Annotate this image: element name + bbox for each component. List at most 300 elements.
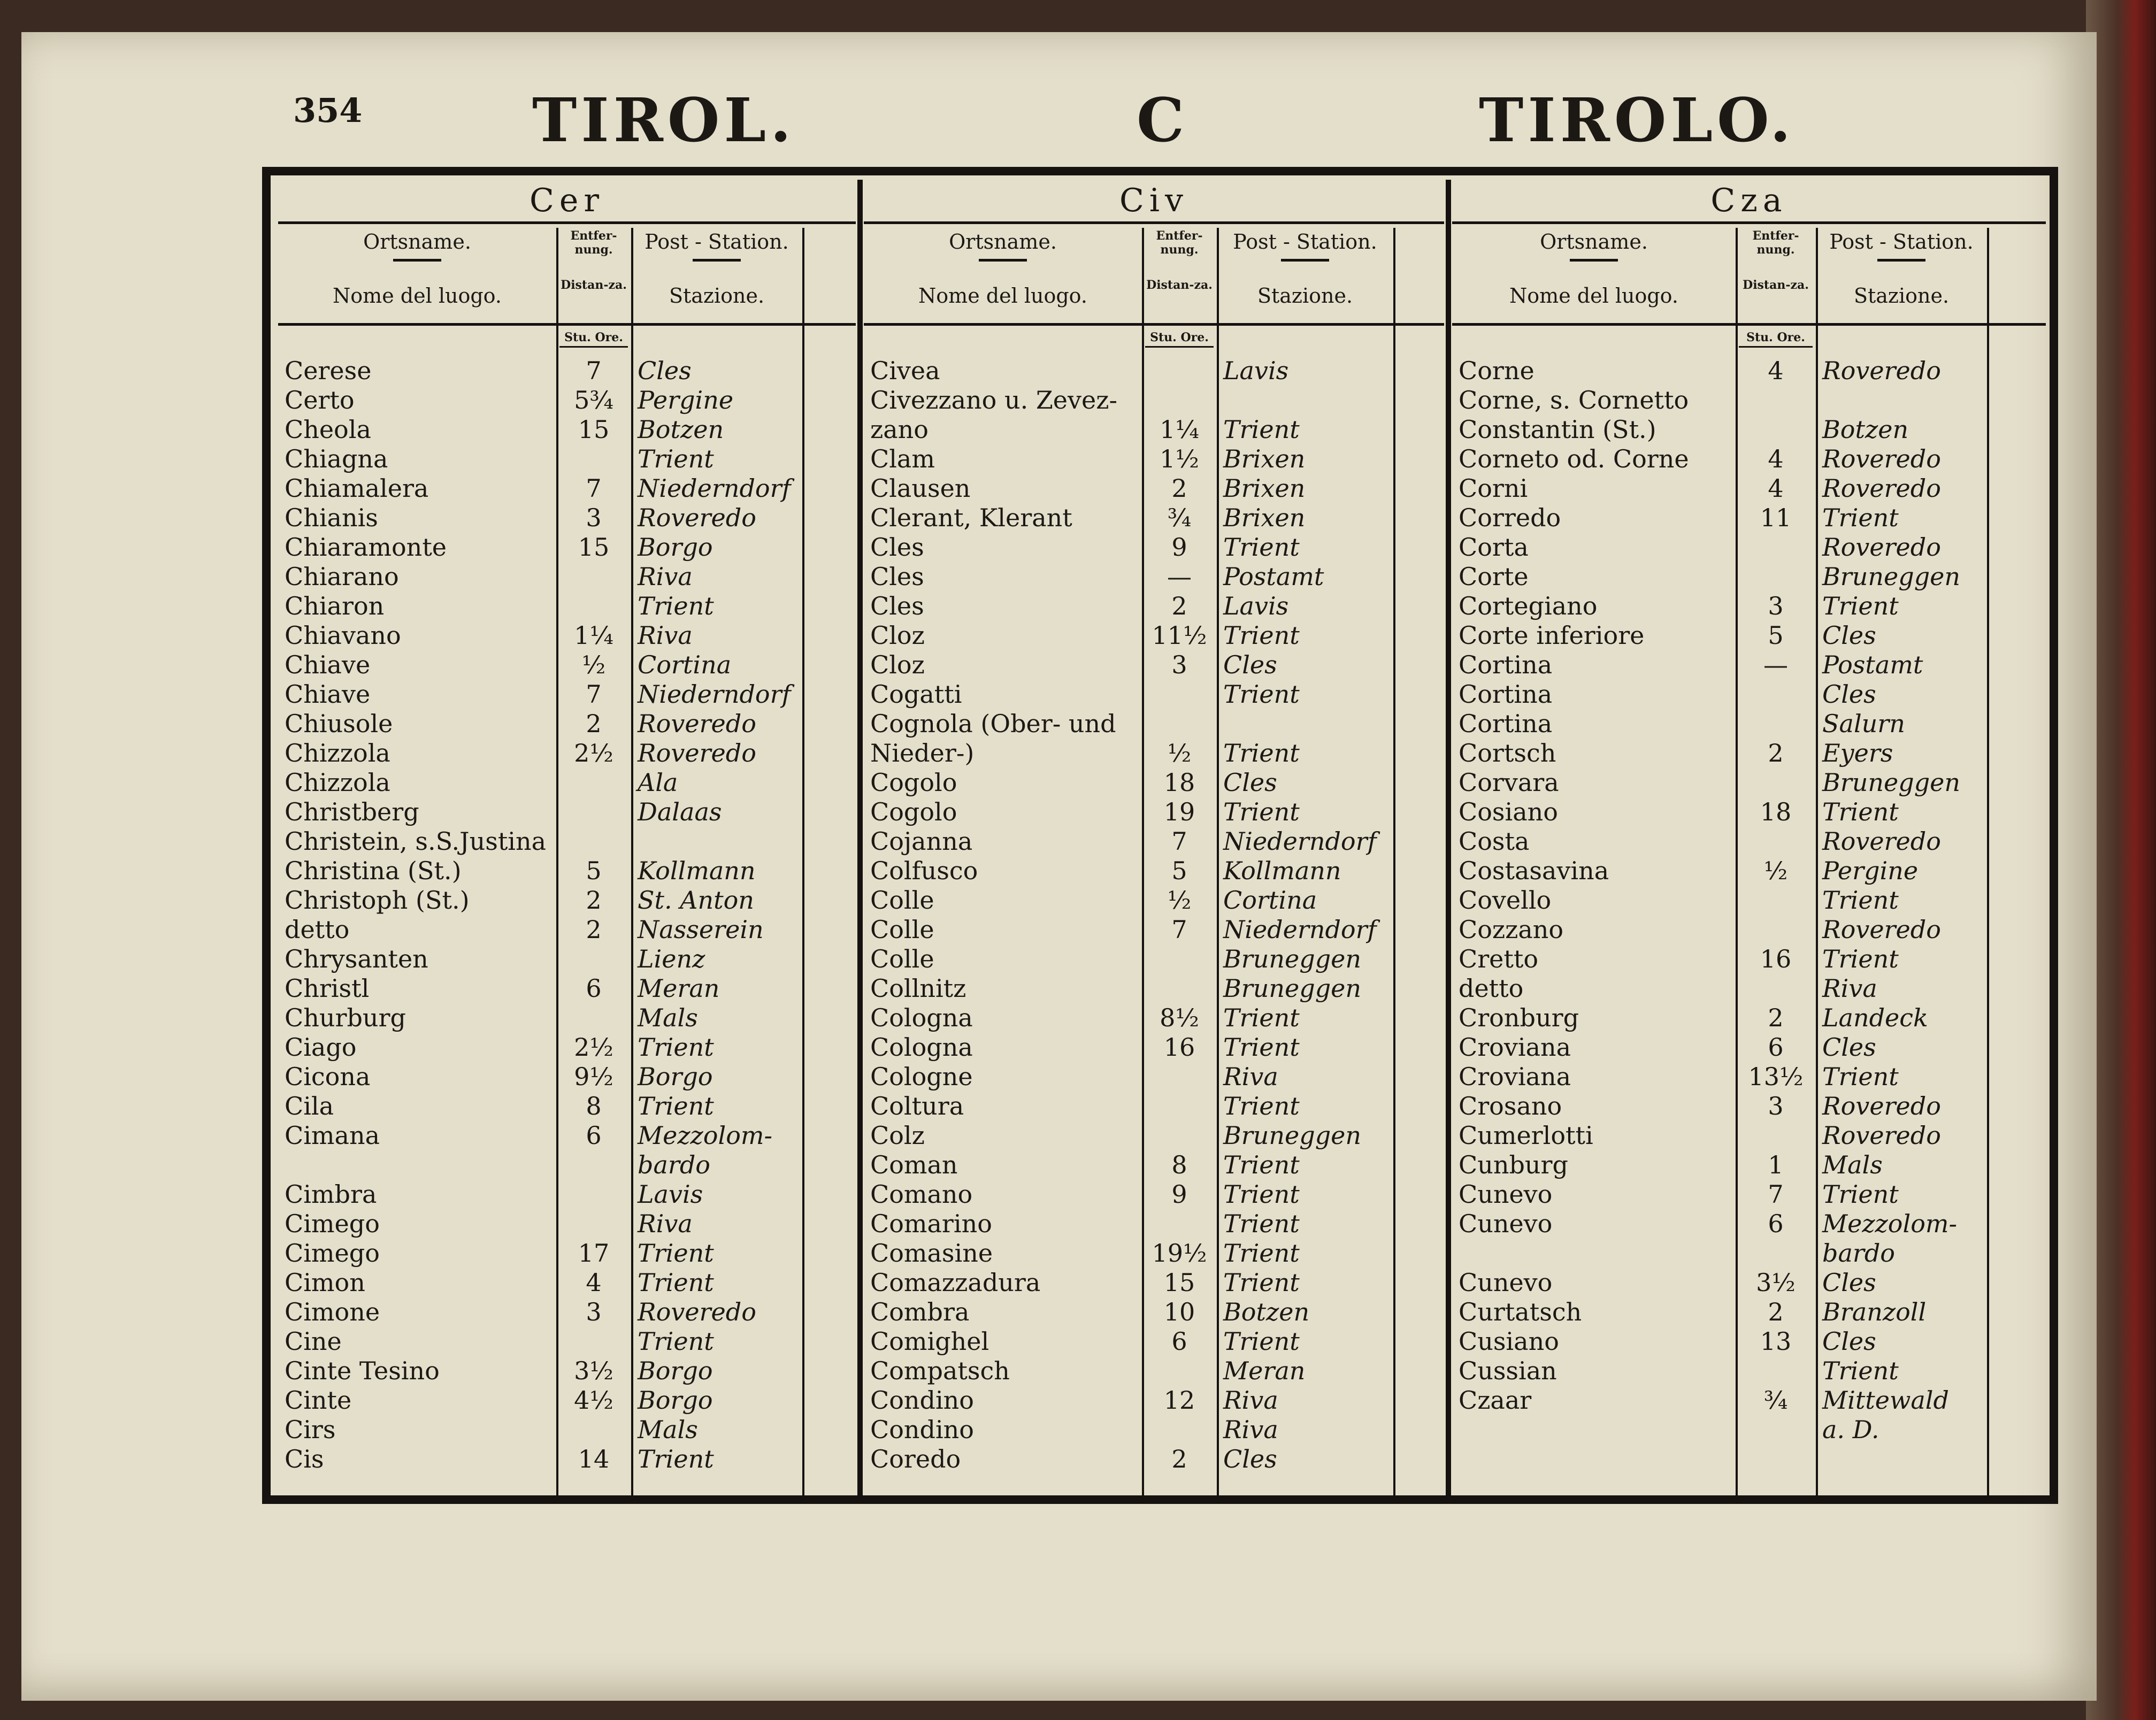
table-row: [864, 1033, 1444, 1062]
table-row: [864, 503, 1444, 533]
post-station: Riva: [638, 562, 693, 591]
place-name: Certo: [285, 386, 355, 414]
post-station: Nasserein: [638, 915, 764, 944]
table-row: [864, 1415, 1444, 1445]
distance-value: ¾: [1167, 503, 1192, 532]
table-row: [1452, 1209, 2046, 1239]
distance-value: 14: [578, 1445, 610, 1473]
post-station: Cles: [1223, 1445, 1277, 1473]
post-station: Trient: [638, 1445, 714, 1473]
distance-value: 15: [1163, 1268, 1195, 1297]
place-name: Chiagna: [285, 444, 388, 473]
table-row: [864, 856, 1444, 886]
place-name: Comasine: [870, 1239, 993, 1268]
place-name: Cerese: [285, 356, 372, 385]
distance-value: 2: [1768, 1297, 1784, 1326]
distance-value: 13: [1760, 1327, 1792, 1356]
place-name: Chiaramonte: [285, 533, 447, 562]
distance-value: 4: [586, 1268, 602, 1297]
post-station: Mals: [638, 1003, 698, 1032]
place-name: Cicona: [285, 1062, 371, 1091]
table-row: [1452, 1239, 2046, 1268]
table-row: [278, 1003, 856, 1033]
page-number: 354: [293, 91, 363, 130]
distance-value: 7: [1768, 1180, 1784, 1209]
post-station: Roveredo: [638, 709, 756, 738]
table-row: [864, 444, 1444, 474]
place-name: Coltura: [870, 1092, 964, 1120]
place-name: Cheola: [285, 415, 371, 444]
post-station: St. Anton: [638, 886, 754, 915]
place-name: Coredo: [870, 1445, 961, 1473]
distance-value: 9½: [574, 1062, 613, 1091]
post-station: Trient: [1223, 621, 1300, 650]
place-name: Combra: [870, 1297, 970, 1326]
post-station: Pergine: [638, 386, 734, 414]
table-row: [278, 1033, 856, 1062]
header-rule: [1452, 323, 2046, 326]
table-row: [278, 709, 856, 739]
place-name: Cis: [285, 1445, 324, 1473]
distance-value: 2½: [574, 1033, 613, 1062]
section-heading: Cer: [278, 180, 856, 224]
table-row: [864, 1445, 1444, 1474]
post-station: Lienz: [638, 945, 705, 973]
table-row: [1452, 562, 2046, 592]
column-header-distance: [556, 229, 631, 292]
table-row: [278, 1297, 856, 1327]
table-row: [1452, 856, 2046, 886]
table-row: [278, 1327, 856, 1356]
distance-value: 13½: [1748, 1062, 1804, 1091]
distance-value: 2: [586, 886, 602, 915]
post-station: Borgo: [638, 1356, 713, 1385]
table-row: [1452, 974, 2046, 1003]
distance-value: 19½: [1152, 1239, 1207, 1268]
post-station: Mals: [638, 1415, 698, 1444]
post-station: Bruneggen: [1822, 768, 1961, 797]
table-row: [1452, 621, 2046, 650]
place-name: Constantin (St.): [1459, 415, 1656, 444]
post-station: Lavis: [638, 1180, 703, 1209]
place-name: Corne, s. Cornetto: [1459, 386, 1689, 414]
column-header-distance: [1142, 229, 1217, 292]
place-name: zano: [870, 415, 929, 444]
post-station: Trient: [1822, 945, 1899, 973]
place-name: Cila: [285, 1092, 334, 1120]
column-header-post: [1217, 228, 1393, 310]
distance-value: 6: [1768, 1209, 1784, 1238]
post-station: Salurn: [1822, 709, 1905, 738]
distance-value: 19: [1163, 797, 1195, 826]
post-station: Lavis: [1223, 356, 1289, 385]
post-station: Landeck: [1822, 1003, 1928, 1032]
distance-value: 10: [1163, 1297, 1195, 1326]
section-heading: Cza: [1452, 180, 2046, 224]
place-name: Chiave: [285, 650, 371, 679]
post-station: Trient: [1822, 1062, 1899, 1091]
place-name: Colz: [870, 1121, 925, 1150]
column-header-name-it: Nome del luogo.: [333, 284, 502, 308]
post-station: Dalaas: [638, 797, 722, 826]
distance-value: 5: [586, 856, 602, 885]
table-row: [278, 945, 856, 974]
table-row: [278, 1209, 856, 1239]
column-header-name: [864, 228, 1142, 310]
table-row: [278, 592, 856, 621]
post-station: Botzen: [1822, 415, 1909, 444]
distance-value: 4: [1768, 356, 1784, 385]
column-header-post-de: Post - Station.: [1233, 230, 1377, 254]
post-station: Trient: [1223, 1209, 1300, 1238]
table-row: [864, 1121, 1444, 1150]
table-row: [1452, 827, 2046, 856]
place-name: Cles: [870, 562, 924, 591]
table-row: [278, 1150, 856, 1180]
place-name: Compatsch: [870, 1356, 1010, 1385]
place-name: detto: [285, 915, 350, 944]
table-row: [1452, 1003, 2046, 1033]
post-station: Roveredo: [1822, 827, 1941, 856]
place-name: Cologna: [870, 1033, 973, 1062]
post-station: Meran: [638, 974, 720, 1003]
table-row: [864, 827, 1444, 856]
distance-value: 6: [586, 974, 602, 1003]
place-name: Comarino: [870, 1209, 992, 1238]
column-header-distance-de: Entfer-nung.: [1156, 229, 1203, 257]
place-name: Corvara: [1459, 768, 1559, 797]
table-row: [864, 562, 1444, 592]
title-german: TIROL.: [532, 86, 796, 156]
post-station: Postamt: [1822, 650, 1923, 679]
post-station: Trient: [1822, 592, 1899, 620]
post-station: Niederndorf: [638, 680, 791, 709]
place-name: Cimon: [285, 1268, 365, 1297]
column-header-name-de: Ortsname.: [363, 230, 471, 254]
table-row: [278, 386, 856, 415]
place-name: Cosiano: [1459, 797, 1558, 826]
distance-value: 3½: [1756, 1268, 1796, 1297]
distance-value: 7: [1171, 827, 1187, 856]
post-station: Ala: [638, 768, 678, 797]
post-station: Roveredo: [1822, 1121, 1941, 1150]
table-row: [278, 768, 856, 797]
distance-value: 11: [1760, 503, 1792, 532]
place-name: Comano: [870, 1180, 973, 1209]
post-station: Cles: [1822, 621, 1876, 650]
table-row: [278, 356, 856, 386]
post-station: Niederndorf: [1223, 915, 1377, 944]
place-name: Costa: [1459, 827, 1530, 856]
place-name: Costasavina: [1459, 856, 1609, 885]
post-station: Trient: [1223, 1268, 1300, 1297]
place-name: Chiusole: [285, 709, 393, 738]
place-name: Coman: [870, 1150, 958, 1179]
header-rule: [864, 323, 1444, 326]
post-station: Trient: [1223, 680, 1300, 709]
place-name: Cloz: [870, 650, 925, 679]
table-row: [1452, 1033, 2046, 1062]
table-row: [864, 1268, 1444, 1297]
distance-value: 4½: [574, 1386, 613, 1415]
place-name: Clerant, Klerant: [870, 503, 1072, 532]
place-name: Comazzadura: [870, 1268, 1041, 1297]
table-row: [864, 592, 1444, 621]
place-name: Chiavano: [285, 621, 401, 650]
post-station: Cles: [1223, 650, 1277, 679]
place-name: Civea: [870, 356, 940, 385]
post-station: Trient: [1223, 1033, 1300, 1062]
place-name: Cunevo: [1459, 1180, 1553, 1209]
table-row: [864, 1209, 1444, 1239]
table-row: [864, 1239, 1444, 1268]
column-header-rule: [979, 259, 1027, 262]
table-row: [864, 621, 1444, 650]
table-row: [278, 1239, 856, 1268]
distance-value: —: [1167, 562, 1192, 591]
post-station: Bruneggen: [1223, 945, 1362, 973]
place-name: Corredo: [1459, 503, 1561, 532]
post-station: Cles: [638, 356, 692, 385]
post-station: Riva: [1822, 974, 1877, 1003]
distance-value: 7: [1171, 915, 1187, 944]
place-name: Cozzano: [1459, 915, 1564, 944]
table-row: [278, 974, 856, 1003]
place-name: Corneto od. Corne: [1459, 444, 1689, 473]
distance-value: 1½: [1160, 444, 1199, 473]
place-name: Cloz: [870, 621, 925, 650]
title-italian: TIROLO.: [1479, 86, 1796, 156]
table-row: [864, 768, 1444, 797]
column-header-rule: [393, 259, 441, 262]
place-name: Cojanna: [870, 827, 973, 856]
distance-value: 9: [1171, 533, 1187, 562]
table-row: [864, 1062, 1444, 1092]
table-row: [278, 1415, 856, 1445]
table-row: [1452, 1092, 2046, 1121]
distance-value: 16: [1163, 1033, 1195, 1062]
post-station: Mezzolom-: [638, 1121, 773, 1150]
post-station: Riva: [1223, 1415, 1278, 1444]
place-name: Cirs: [285, 1415, 336, 1444]
place-name: Christina (St.): [285, 856, 462, 885]
post-station: Riva: [1223, 1386, 1278, 1415]
post-station: Trient: [638, 1239, 714, 1268]
table-row: [864, 886, 1444, 915]
place-name: Cles: [870, 533, 924, 562]
post-station: bardo: [1822, 1239, 1896, 1268]
post-station: Roveredo: [1822, 356, 1941, 385]
table-row: [278, 886, 856, 915]
post-station: Trient: [1223, 739, 1300, 767]
distance-value: 18: [1760, 797, 1792, 826]
place-name: Cogolo: [870, 797, 957, 826]
distance-value: 2: [1768, 739, 1784, 767]
post-station: Trient: [638, 1268, 714, 1297]
distance-value: 17: [578, 1239, 610, 1268]
distance-value: 9: [1171, 1180, 1187, 1209]
column-header-name: [1452, 228, 1736, 310]
place-name: Cortina: [1459, 709, 1553, 738]
table-row: [278, 1386, 856, 1415]
distance-value: ¾: [1763, 1386, 1788, 1415]
table-row: [864, 709, 1444, 739]
post-station: Cles: [1822, 680, 1876, 709]
distance-value: 1¼: [1160, 415, 1199, 444]
header-rule: [278, 323, 856, 326]
table-section: [278, 180, 856, 1495]
table-row: [278, 827, 856, 856]
column-header-name-de: Ortsname.: [1540, 230, 1648, 254]
post-station: Mittewald: [1822, 1386, 1949, 1415]
post-station: Borgo: [638, 1386, 713, 1415]
distance-value: 7: [586, 474, 602, 503]
post-station: Bruneggen: [1223, 974, 1362, 1003]
column-header-distance-it: Distan-za.: [561, 278, 627, 292]
post-station: Brixen: [1223, 444, 1306, 473]
table-row: [864, 415, 1444, 444]
table-row: [278, 1092, 856, 1121]
distance-value: 8: [586, 1092, 602, 1120]
place-name: Chiaron: [285, 592, 385, 620]
table-row: [1452, 592, 2046, 621]
table-row: [1452, 1386, 2046, 1415]
distance-value: 2: [586, 915, 602, 944]
table-row: [864, 945, 1444, 974]
place-name: detto: [1459, 974, 1524, 1003]
place-name: Cognola (Ober- und: [870, 709, 1116, 738]
table-row: [278, 680, 856, 709]
post-station: Postamt: [1223, 562, 1324, 591]
post-station: Bruneggen: [1822, 562, 1961, 591]
table-row: [1452, 886, 2046, 915]
table-row: [1452, 1062, 2046, 1092]
table-row: [278, 1445, 856, 1474]
post-station: Trient: [1223, 533, 1300, 562]
distance-value: 3: [586, 1297, 602, 1326]
table-row: [864, 680, 1444, 709]
place-name: Christein, s.S.Justina: [285, 827, 547, 856]
table-row: [278, 415, 856, 444]
post-station: Trient: [1223, 1327, 1300, 1356]
table-row: [278, 856, 856, 886]
post-station: Pergine: [1822, 856, 1919, 885]
table-row: [1452, 680, 2046, 709]
section-divider: [857, 180, 863, 1495]
column-header-name-it: Nome del luogo.: [1509, 284, 1678, 308]
place-name: Cortina: [1459, 650, 1553, 679]
distance-value: ½: [1167, 886, 1192, 915]
distance-value: 6: [1768, 1033, 1784, 1062]
post-station: Mezzolom-: [1822, 1209, 1958, 1238]
distance-value: 3: [586, 503, 602, 532]
place-name: Corte inferiore: [1459, 621, 1645, 650]
place-name: Condino: [870, 1386, 974, 1415]
post-station: Trient: [1223, 797, 1300, 826]
table-row: [1452, 650, 2046, 680]
post-station: Borgo: [638, 533, 713, 562]
distance-value: 12: [1163, 1386, 1195, 1415]
post-station: Brixen: [1223, 474, 1306, 503]
distance-value: 7: [586, 356, 602, 385]
post-station: Meran: [1223, 1356, 1306, 1385]
place-name: Cortegiano: [1459, 592, 1598, 620]
post-station: Cortina: [1223, 886, 1317, 915]
post-station: Roveredo: [1822, 915, 1941, 944]
post-station: Kollmann: [638, 856, 756, 885]
place-name: Czaar: [1459, 1386, 1532, 1415]
column-header-post-it: Stazione.: [1853, 284, 1950, 308]
table-section: [864, 180, 1444, 1495]
title-letter: C: [1137, 86, 1189, 156]
place-name: Colle: [870, 945, 934, 973]
distance-value: 18: [1163, 768, 1195, 797]
place-name: Corta: [1459, 533, 1529, 562]
units-label: Stu. Ore.: [559, 331, 628, 348]
place-name: Cologna: [870, 1003, 973, 1032]
post-station: Trient: [1822, 1356, 1899, 1385]
post-station: Borgo: [638, 1062, 713, 1091]
column-header-distance-de: Entfer-nung.: [1752, 229, 1799, 257]
place-name: Cumerlotti: [1459, 1121, 1593, 1150]
place-name: Comighel: [870, 1327, 989, 1356]
distance-value: 2: [1171, 592, 1187, 620]
column-header-rule: [1570, 259, 1618, 262]
post-station: Cles: [1223, 768, 1277, 797]
post-station: Riva: [1223, 1062, 1278, 1091]
distance-value: 5¾: [574, 386, 613, 414]
place-name: Chiave: [285, 680, 371, 709]
place-name: Cortina: [1459, 680, 1553, 709]
column-header-post-it: Stazione.: [1257, 284, 1353, 308]
post-station: Trient: [1223, 415, 1300, 444]
place-name: Cimana: [285, 1121, 380, 1150]
place-name: Chizzola: [285, 739, 390, 767]
distance-value: ½: [1763, 856, 1788, 885]
table-row: [864, 974, 1444, 1003]
post-station: Lavis: [1223, 592, 1289, 620]
post-station: Niederndorf: [638, 474, 791, 503]
distance-value: 3: [1768, 592, 1784, 620]
distance-value: 8½: [1160, 1003, 1199, 1032]
column-header-rule: [1877, 259, 1925, 262]
distance-value: 3½: [574, 1356, 613, 1385]
post-station: Botzen: [638, 415, 724, 444]
place-name: Chiarano: [285, 562, 399, 591]
post-station: Niederndorf: [1223, 827, 1377, 856]
place-name: Cunevo: [1459, 1209, 1553, 1238]
table-row: [864, 1386, 1444, 1415]
distance-value: 2: [1171, 1445, 1187, 1473]
table-row: [278, 1062, 856, 1092]
place-name: Collnitz: [870, 974, 966, 1003]
table-row: [864, 1180, 1444, 1209]
table-row: [278, 444, 856, 474]
place-name: Churburg: [285, 1003, 406, 1032]
table-row: [278, 650, 856, 680]
post-station: bardo: [638, 1150, 711, 1179]
place-name: Cimbra: [285, 1180, 377, 1209]
table-row: [1452, 797, 2046, 827]
table-row: [278, 474, 856, 503]
table-row: [1452, 1297, 2046, 1327]
table-row: [864, 1092, 1444, 1121]
place-name: Ciago: [285, 1033, 357, 1062]
table-row: [1452, 768, 2046, 797]
place-name: Chianis: [285, 503, 378, 532]
table-row: [278, 915, 856, 945]
distance-value: 3: [1768, 1092, 1784, 1120]
